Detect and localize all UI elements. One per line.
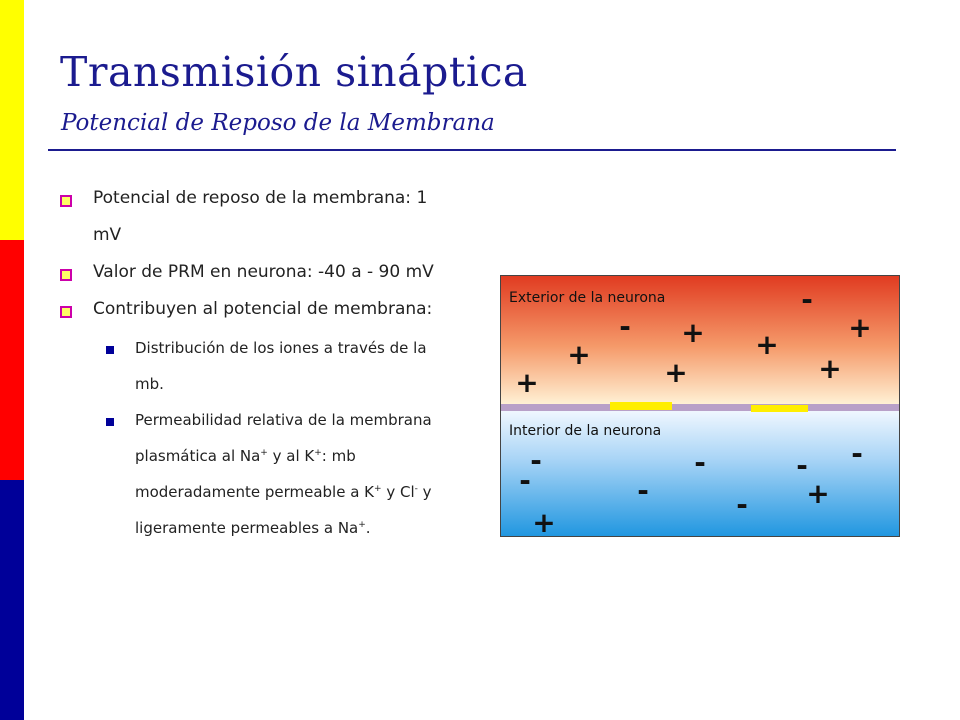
bullet-text: Valor de PRM en neurona: -40 a - 90 mV xyxy=(93,262,434,282)
ion-channel xyxy=(610,402,672,410)
accent-stripe-red xyxy=(0,240,24,480)
sub-bullet-text: Distribución de los iones a través de la mb. xyxy=(135,339,427,393)
negative-charge: - xyxy=(519,464,531,497)
bullet-list xyxy=(60,180,460,546)
positive-charge: + xyxy=(806,477,830,510)
title-divider xyxy=(48,149,896,151)
accent-stripe-yellow xyxy=(0,0,24,240)
square-bullet-icon xyxy=(60,195,72,207)
negative-charge: - xyxy=(851,437,863,470)
ion-channel xyxy=(751,405,808,412)
exterior-label: Exterior de la neurona xyxy=(509,290,666,306)
slide-subtitle: Potencial de Reposo de la Membrana xyxy=(61,110,495,136)
negative-charge: - xyxy=(736,488,748,521)
positive-charge: + xyxy=(848,311,872,344)
sub-bullet-text: Permeabilidad relativa de la membrana plasmática al Na+ y al K+: mb moderadamente permeable a K+ y Cl- y ligeramente permeables a Na+. xyxy=(135,411,432,537)
square-bullet-icon xyxy=(60,306,72,318)
positive-charge: + xyxy=(515,366,539,399)
negative-charge: - xyxy=(637,474,649,507)
positive-charge: + xyxy=(681,316,705,349)
negative-charge: - xyxy=(801,283,813,316)
bullet-item xyxy=(60,291,460,328)
positive-charge: + xyxy=(567,338,591,371)
accent-stripe-blue xyxy=(0,480,24,720)
bullet-text: Potencial de reposo de la membrana: 1 mV xyxy=(93,188,428,245)
bullet-item xyxy=(60,254,460,291)
negative-charge: - xyxy=(530,444,542,477)
positive-charge: + xyxy=(664,356,688,389)
slide-title: Transmisión sináptica xyxy=(60,48,528,96)
negative-charge: - xyxy=(796,449,808,482)
positive-charge: + xyxy=(755,328,779,361)
bullet-text: Contribuyen al potencial de membrana: xyxy=(93,299,433,319)
interior-label: Interior de la neurona xyxy=(509,423,662,439)
sub-bullet-item xyxy=(102,330,460,402)
negative-charge: - xyxy=(694,446,706,479)
cell-membrane xyxy=(500,404,900,411)
sub-bullet-list xyxy=(102,330,460,546)
small-square-bullet-icon xyxy=(106,346,114,354)
negative-charge: - xyxy=(619,310,631,343)
sub-bullet-item xyxy=(102,402,460,546)
positive-charge: + xyxy=(818,352,842,385)
bullet-item xyxy=(60,180,460,254)
square-bullet-icon xyxy=(60,269,72,281)
small-square-bullet-icon xyxy=(106,418,114,426)
positive-charge: + xyxy=(532,506,556,537)
membrane-diagram xyxy=(500,275,900,537)
